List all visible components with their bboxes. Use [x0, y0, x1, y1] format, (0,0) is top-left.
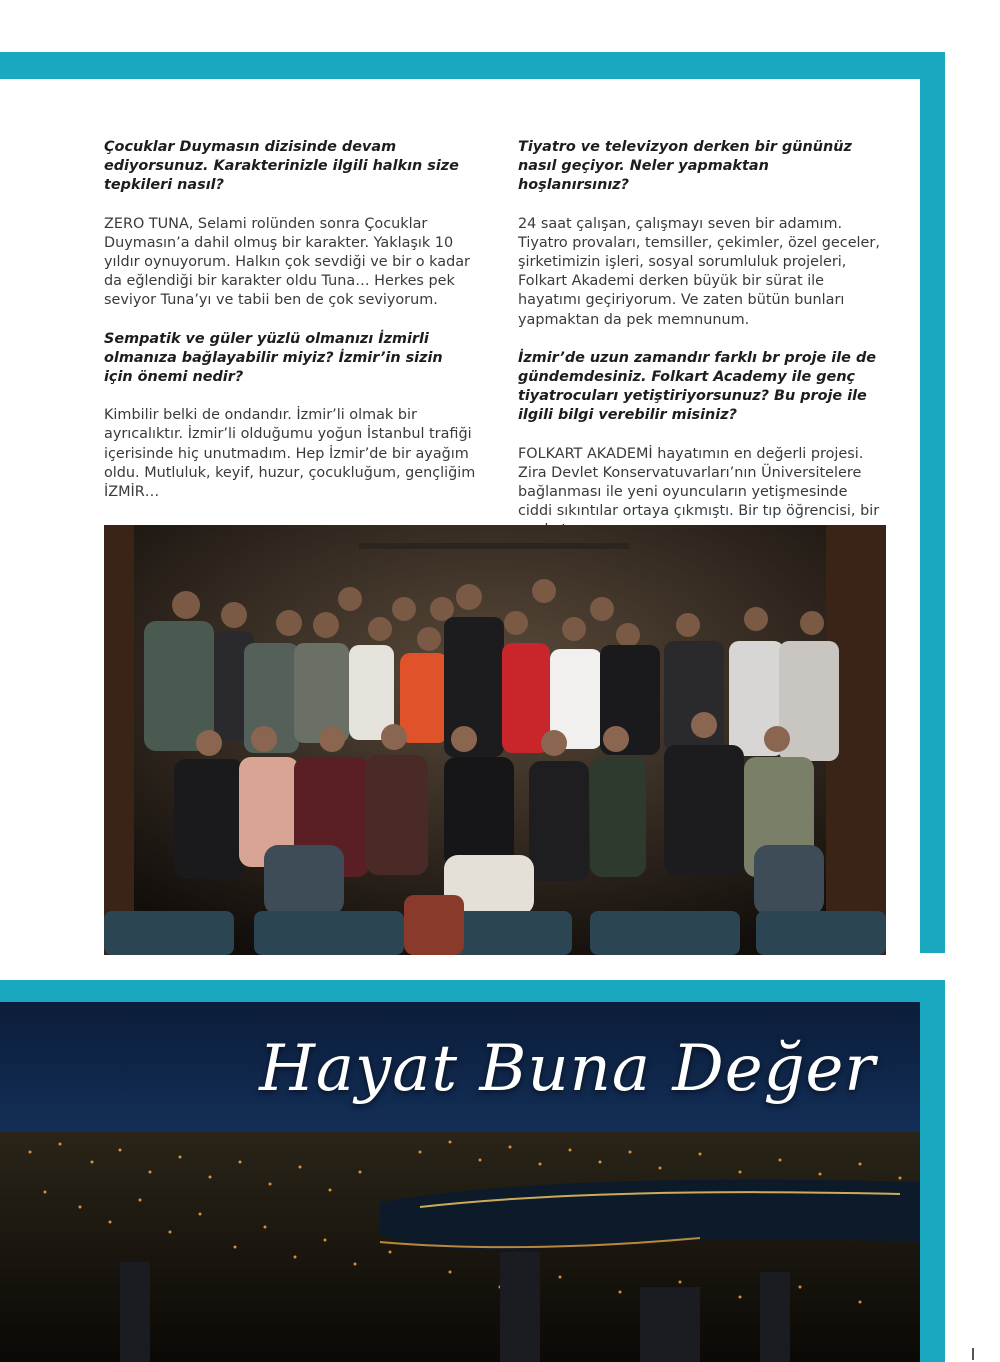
answer-2: Kimbilir belki de ondandır. İzmir’li olmak bir ayrıcalıktır. İzmir’li olduğumu yoğun İstanbul trafiği içerisinde hiç unutmadım. Hep İzmir’de bir ayağım oldu. Mutluluk, keyif, huzur, çocukluğum, gençliğim İZMİR… — [104, 407, 476, 501]
banner-title: Hayat Buna Değer — [259, 1032, 876, 1106]
question-3: Tiyatro ve televizyon derken bir gününüz nasıl geçiyor. Neler yapmaktan hoşlanırsınız? — [518, 139, 852, 194]
answer-1: ZERO TUNA, Selami rolünden sonra Çocuklar Duymasın’a dahil olmuş bir karakter. Yaklaşık 10 yıldır oynuyorum. Halkın çok sevdiği ve bir o kadar da eğlendiği bir karakter oldu Tuna… Herkes pek seviyor Tuna’yı ve tabii ben de çok seviyorum. — [104, 215, 470, 309]
left-text-column — [104, 138, 476, 521]
question-4: İzmir’de uzun zamandır farklı br proje ile de gündemdesiniz. Folkart Academy ile genç tiyatrocuları yetiştiriyorsunuz? Bu proje ile ilgili bilgi verebilir misiniz? — [518, 349, 877, 424]
city-night-banner — [0, 1002, 920, 1362]
right-text-column — [518, 138, 883, 560]
question-2: Sempatik ve güler yüzlü olmanızı İzmirli olmanıza bağlayabilir miyiz? İzmir’in sizin için önemi nedir? — [104, 330, 443, 386]
lower-right-accent-bar — [920, 980, 945, 1362]
lower-accent-bar — [0, 980, 945, 1002]
group-photo — [104, 525, 886, 955]
answer-3: 24 saat çalışan, çalışmayı seven bir adamım. Tiyatro provaları, temsiller, çekimler, özel geceler, şirketimizin işleri, sosyal sorumluluk projeleri, Folkart Akademi derken büyük bir sürat ile hayatımı geçiriyorum. Ve zaten bütün bunları yapmaktan da pek memnunum. — [518, 215, 880, 328]
question-1: Çocuklar Duymasın dizisinde devam ediyorsunuz. Karakterinizle ilgili halkın size tepkileri nasıl? — [104, 139, 459, 194]
page-edge-mark — [972, 1348, 974, 1360]
top-accent-bar — [0, 52, 945, 79]
right-accent-bar — [920, 52, 945, 953]
answer-4: FOLKART AKADEMİ hayatımın en değerli projesi. Zira Devlet Konservatuvarları’nın Üniversitelere bağlanması ile yeni oyuncuların yetişmesinde ciddi sıkıntılar ortaya çıkmıştı. Bir tıp öğrencisi, bir — [518, 445, 880, 520]
